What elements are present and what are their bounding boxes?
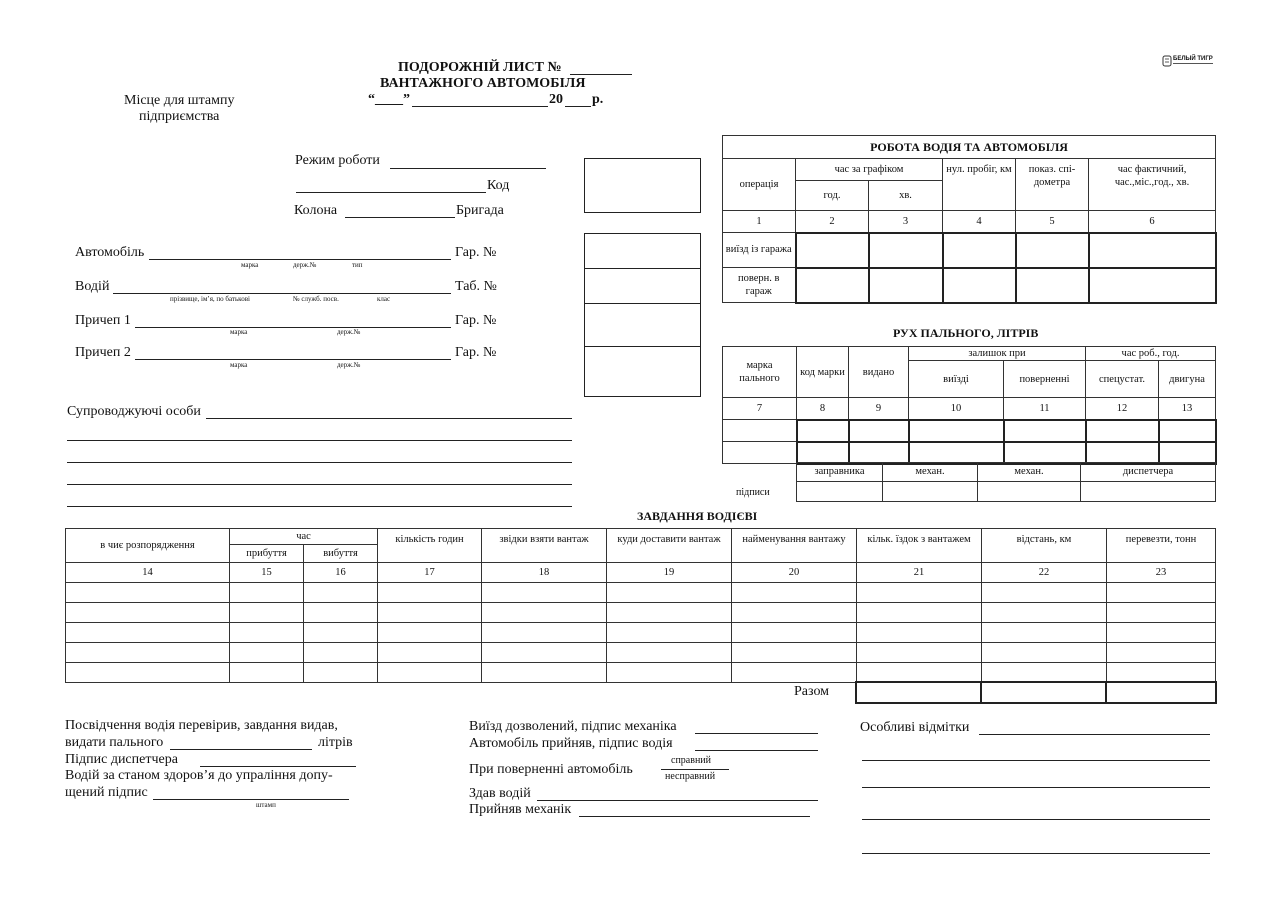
table-cell[interactable] [66,643,230,663]
col-remain-depart: виїзді [909,361,1004,398]
brigade-label: Бригада [456,203,504,218]
col-num: 6 [1089,211,1216,233]
trailer2-hint-brand: марка [230,361,248,369]
footer-health-line-2: щений підпис [65,785,148,800]
col-cargo: найменування вантажу [732,529,857,563]
col-num: 16 [304,563,378,583]
col-time: час [230,529,378,545]
footer-received-label: Прийняв механік [469,802,572,817]
title-line-1: ПОДОРОЖНІЙ ЛИСТ № [398,60,562,75]
escort-line[interactable] [67,462,572,463]
column-label: Колона [294,203,338,218]
total-distance-cell[interactable] [981,682,1106,703]
col-special-equipment: спецустат. [1086,361,1159,398]
tiger-logo-icon [1162,55,1172,67]
table-row [66,663,1216,683]
footer-left-line-1: Посвідчення водія перевірив, завдання видав, [65,718,338,733]
table-cell[interactable] [230,663,304,683]
table-cell[interactable] [607,643,732,663]
date-suffix: р. [592,92,604,107]
col-hours: год. [796,181,869,211]
code-box[interactable] [584,158,701,213]
footer-health-line-1: Водій за станом здоров’я до упраління допу- [65,768,333,783]
table-row [66,623,1216,643]
table-cell[interactable] [607,603,732,623]
dispatcher-signature-field[interactable] [200,766,356,767]
table-cell[interactable] [230,643,304,663]
table-cell[interactable] [378,623,482,643]
table-cell[interactable] [982,663,1107,683]
table-cell[interactable] [849,442,909,464]
trailer2-field[interactable] [135,359,451,360]
col-minutes: хв. [869,181,943,211]
col-num: 20 [732,563,857,583]
col-num: 4 [943,211,1016,233]
col-to: куди доставити вантаж [607,529,732,563]
total-trips-cell[interactable] [856,682,981,703]
col-num: 22 [982,563,1107,583]
table-cell[interactable] [1107,643,1216,663]
table-cell[interactable] [1016,233,1089,268]
table-cell[interactable] [849,420,909,442]
col-tons: перевезти, тонн [1107,529,1216,563]
table-cell[interactable] [857,623,982,643]
col-brand-code: код марки [797,347,849,398]
date-year-prefix: 20 [549,92,563,107]
table-cell[interactable] [1107,663,1216,683]
work-table-title: РОБОТА ВОДІЯ ТА АВТОМОБІЛЯ [723,136,1216,159]
code-field[interactable] [296,192,486,193]
table-cell[interactable] [732,623,857,643]
task-table [65,528,1216,683]
status-bad[interactable]: несправний [665,771,716,782]
trailer2-garage-label: Гар. № [455,345,497,360]
sign-dispatcher-label: диспетчера [1081,463,1216,482]
mode-field[interactable] [390,168,546,169]
signature-cell[interactable] [797,482,883,502]
special-notes-line[interactable] [862,853,1210,854]
col-speedometer: показ. спі-дометра [1016,159,1089,211]
signature-cell[interactable] [1081,482,1216,502]
col-num: 8 [797,398,849,420]
table-cell[interactable] [482,663,607,683]
table-cell[interactable] [732,583,857,603]
car-hint-brand: марка [241,261,259,269]
table-cell[interactable] [857,583,982,603]
table-row [66,603,1216,623]
fuel-table [722,346,1217,465]
status-divider [661,769,729,770]
table-cell[interactable] [732,643,857,663]
signatures-table [796,462,1216,502]
col-remain: залишок при [909,347,1086,361]
col-num: 14 [66,563,230,583]
trailer2-hint-reg: держ.№ [337,361,361,369]
table-cell[interactable] [723,420,797,442]
signatures-label: підписи [736,487,770,498]
signature-cell[interactable] [883,482,978,502]
mechanic-received-signature-field[interactable] [579,816,810,817]
col-from: звідки взяти вантаж [482,529,607,563]
table-cell[interactable] [1004,420,1086,442]
col-arrival: прибуття [230,545,304,563]
table-cell[interactable] [982,583,1107,603]
brand-logo [1162,55,1214,67]
table-cell[interactable] [607,623,732,643]
driver-hint-id: № служб. посв. [293,295,339,303]
table-cell[interactable] [857,663,982,683]
driver-label: Водій [75,279,110,294]
escort-line[interactable] [67,484,572,485]
special-notes-field[interactable] [979,734,1210,735]
table-cell[interactable] [304,583,378,603]
col-num: 17 [378,563,482,583]
table-cell[interactable] [1159,442,1216,464]
col-engine: двигуна [1159,361,1216,398]
table-cell[interactable] [909,420,1004,442]
table-cell[interactable] [66,583,230,603]
table-cell[interactable] [66,623,230,643]
column-field[interactable] [345,217,455,218]
col-issued: видано [849,347,909,398]
table-row [66,643,1216,663]
col-num: 12 [1086,398,1159,420]
stamp-place-label-2: підприємства [139,109,220,124]
escort-field[interactable] [206,418,572,419]
mechanic-exit-signature-field[interactable] [695,733,818,734]
table-cell[interactable] [796,233,869,268]
col-num: 18 [482,563,607,583]
table-cell[interactable] [304,663,378,683]
table-cell[interactable] [982,643,1107,663]
col-departure: вибуття [304,545,378,563]
date-month-field[interactable] [412,106,548,107]
col-num: 10 [909,398,1004,420]
col-num: 7 [723,398,797,420]
table-cell[interactable] [378,583,482,603]
col-zero-run: нул. пробіг, км [943,159,1016,211]
col-num: 13 [1159,398,1216,420]
stamp-place-label-1: Місце для штампу [124,93,235,108]
table-cell[interactable] [797,442,849,464]
waybill-number-field[interactable] [570,74,632,75]
table-cell[interactable] [1004,442,1086,464]
table-cell[interactable] [732,663,857,683]
table-cell[interactable] [1086,442,1159,464]
title-line-2: ВАНТАЖНОГО АВТОМОБІЛЯ [380,76,586,91]
table-cell[interactable] [732,603,857,623]
sign-mechanic-label: механ. [978,463,1081,482]
footer-fuel-label: видати пального [65,735,164,750]
table-cell[interactable] [1016,268,1089,303]
fuel-table-title: РУХ ПАЛЬНОГО, ЛІТРІВ [893,326,1039,340]
col-fuel-brand: марка пального [723,347,797,398]
total-tons-cell[interactable] [1106,682,1216,703]
date-open: “____” [368,92,410,107]
driver-handed-signature-field[interactable] [537,800,818,801]
trailer1-label: Причеп 1 [75,313,131,328]
table-cell[interactable] [304,603,378,623]
driver-hint-name: прізвище, ім’я, по батькові [170,295,250,303]
table-cell[interactable] [304,623,378,643]
col-num: 3 [869,211,943,233]
table-cell[interactable] [1089,268,1216,303]
footer-handed-label: Здав водій [469,786,531,801]
trailer2-label: Причеп 2 [75,345,131,360]
tab-number-label: Таб. № [455,279,497,294]
table-cell[interactable] [230,623,304,643]
row-depart-label: виїзд із гаража [723,233,796,268]
table-cell[interactable] [857,643,982,663]
col-actual-time: час фактичний, час.,міс.,год., хв. [1089,159,1216,211]
driver-field[interactable] [113,293,451,294]
special-notes-line[interactable] [862,819,1210,820]
table-cell[interactable] [943,233,1016,268]
table-cell[interactable] [1089,233,1216,268]
table-cell[interactable] [378,643,482,663]
escort-line[interactable] [67,440,572,441]
trailer1-garage-label: Гар. № [455,313,497,328]
table-cell[interactable] [304,643,378,663]
total-table [855,681,1217,704]
escort-label: Супроводжуючі особи [67,404,201,419]
fuel-liters-field[interactable] [170,749,312,750]
sign-fueler-label: заправника [797,463,883,482]
special-notes-line[interactable] [862,787,1210,788]
trailer1-hint-brand: марка [230,328,248,336]
table-cell[interactable] [230,603,304,623]
table-cell[interactable] [869,268,943,303]
table-cell[interactable] [982,603,1107,623]
table-cell[interactable] [378,663,482,683]
table-cell[interactable] [869,233,943,268]
col-num: 1 [723,211,796,233]
car-garage-label: Гар. № [455,245,497,260]
col-trips: кільк. їздок з вантажем [857,529,982,563]
car-hint-reg: держ.№ [293,261,317,269]
code-label: Код [487,178,510,193]
table-cell[interactable] [857,603,982,623]
footer-exit-label: Виїзд дозволений, підпис механіка [469,719,677,734]
col-num: 2 [796,211,869,233]
driver-accept-signature-field[interactable] [695,750,818,751]
table-cell[interactable] [797,420,849,442]
table-cell[interactable] [1086,420,1159,442]
table-cell[interactable] [66,663,230,683]
table-row [66,583,1216,603]
col-worktime: час роб., год. [1086,347,1216,361]
footer-return-label: При поверненні автомобіль [469,762,633,777]
footer-liters-label: літрів [318,735,353,750]
col-num: 15 [230,563,304,583]
table-cell[interactable] [482,603,607,623]
table-cell[interactable] [723,442,797,464]
work-table [722,135,1217,304]
row-return-label: поверн. в гараж [723,268,796,303]
table-cell[interactable] [943,268,1016,303]
table-cell[interactable] [1107,603,1216,623]
table-cell[interactable] [482,643,607,663]
table-cell[interactable] [66,603,230,623]
table-cell[interactable] [607,663,732,683]
escort-line[interactable] [67,506,572,507]
total-label: Разом [794,684,830,699]
table-cell[interactable] [1107,583,1216,603]
footer-dispatcher-label: Підпис диспетчера [65,752,178,767]
table-cell[interactable] [230,583,304,603]
col-num: 23 [1107,563,1216,583]
trailer1-field[interactable] [135,327,451,328]
driver-hint-class: клас [377,295,391,303]
stamp-hint: штамп [256,801,276,809]
col-hours-count: кількість годин [378,529,482,563]
status-ok[interactable]: справний [671,755,712,766]
footer-accepted-label: Автомобіль прийняв, підпис водія [469,736,673,751]
col-remain-return: поверненні [1004,361,1086,398]
sign-mechanic-label: механ. [883,463,978,482]
table-cell[interactable] [482,623,607,643]
car-hint-type: тип [352,261,363,269]
task-table-title: ЗАВДАННЯ ВОДІЄВІ [637,509,758,523]
trailer1-hint-reg: держ.№ [337,328,361,336]
mode-label: Режим роботи [295,153,380,168]
col-num: 11 [1004,398,1086,420]
col-num: 9 [849,398,909,420]
table-cell[interactable] [796,268,869,303]
col-distance: відстань, км [982,529,1107,563]
col-order: в чиє розпорядження [66,529,230,563]
table-cell[interactable] [909,442,1004,464]
col-num: 5 [1016,211,1089,233]
brand-logo-text: БЕЛЫЙ ТИГР [1173,56,1213,62]
special-notes-line[interactable] [862,760,1210,761]
col-num: 21 [857,563,982,583]
table-cell[interactable] [1107,623,1216,643]
car-label: Автомобіль [75,245,145,260]
table-cell[interactable] [482,583,607,603]
garage-number-boxes [584,233,701,397]
table-cell[interactable] [982,623,1107,643]
col-num: 19 [607,563,732,583]
table-cell[interactable] [378,603,482,623]
col-schedule: час за графіком [796,159,943,181]
table-cell[interactable] [1159,420,1216,442]
col-operation: операція [723,159,796,211]
signature-cell[interactable] [978,482,1081,502]
special-notes-label: Особливі відмітки [860,720,970,735]
car-field[interactable] [149,259,451,260]
date-year-field[interactable] [565,106,591,107]
table-cell[interactable] [607,583,732,603]
health-signature-field[interactable] [153,799,349,800]
